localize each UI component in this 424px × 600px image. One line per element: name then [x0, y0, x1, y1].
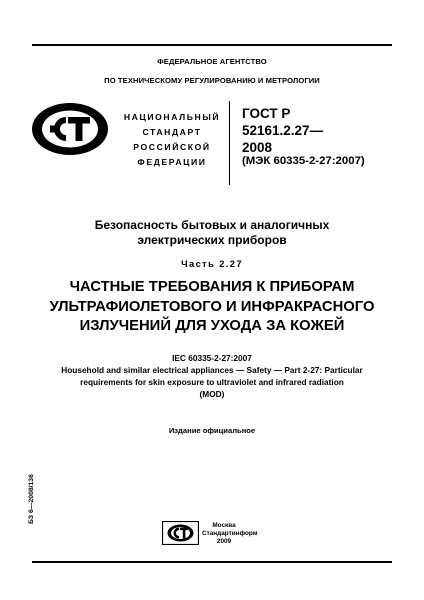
- national-standard-line: РОССИЙСКОЙ: [133, 142, 211, 152]
- top-rule: [32, 44, 392, 46]
- vertical-divider: [229, 101, 230, 185]
- publisher-imprint: [202, 522, 258, 547]
- national-standard-label: [112, 110, 232, 170]
- designation-line: ГОСТ Р: [242, 106, 291, 121]
- agency-name: ФЕДЕРАЛЬНОЕ АГЕНТСТВО: [157, 57, 267, 66]
- document-title: [0, 278, 424, 337]
- designation-line: 2008: [242, 140, 273, 155]
- iec-code: IEC 60335-2-27:2007: [172, 353, 252, 363]
- designation-line: 52161.2.27—: [242, 123, 324, 138]
- iec-reference: [0, 352, 424, 400]
- standartinform-logo-icon: [162, 521, 199, 545]
- subtitle-line: электрических приборов: [137, 233, 287, 247]
- agency-subtitle: ПО ТЕХНИЧЕСКОМУ РЕГУЛИРОВАНИЮ И МЕТРОЛОГИИ: [104, 76, 320, 85]
- standard-designation: [242, 105, 323, 156]
- publisher-name: Стандартинформ: [202, 530, 258, 538]
- official-edition-label: Издание официальное: [168, 426, 256, 435]
- bottom-rule: [32, 561, 392, 563]
- rst-logo-icon: [30, 101, 110, 157]
- registration-code: БЗ 6—2008/136: [28, 474, 35, 524]
- iec-title-line: Household and similar electrical appliances — Safety — Part 2-27: Particular: [61, 365, 363, 375]
- document-subtitle: [0, 218, 424, 248]
- publisher-city: Москва: [212, 522, 236, 529]
- subtitle-line: Безопасность бытовых и аналогичных: [94, 218, 330, 232]
- title-line: ИЗЛУЧЕНИЙ ДЛЯ УХОДА ЗА КОЖЕЙ: [79, 318, 345, 334]
- title-line: УЛЬТРАФИОЛЕТОВОГО И ИНФРАКРАСНОГО: [49, 298, 375, 315]
- title-line: ЧАСТНЫЕ ТРЕБОВАНИЯ К ПРИБОРАМ: [69, 279, 355, 295]
- part-number: Часть 2.27: [181, 259, 243, 269]
- iec-equivalent: (МЭК 60335-2-27:2007): [242, 155, 365, 167]
- iec-modification: (MOD): [199, 389, 225, 399]
- publication-year: 2009: [216, 538, 232, 546]
- national-standard-line: СТАНДАРТ: [142, 127, 202, 137]
- iec-title-line: requirements for skin exposure to ultraviolet and infrared radiation: [80, 377, 344, 387]
- national-standard-line: ФЕДЕРАЦИИ: [137, 157, 207, 167]
- national-standard-line: НАЦИОНАЛЬНЫЙ: [123, 112, 221, 122]
